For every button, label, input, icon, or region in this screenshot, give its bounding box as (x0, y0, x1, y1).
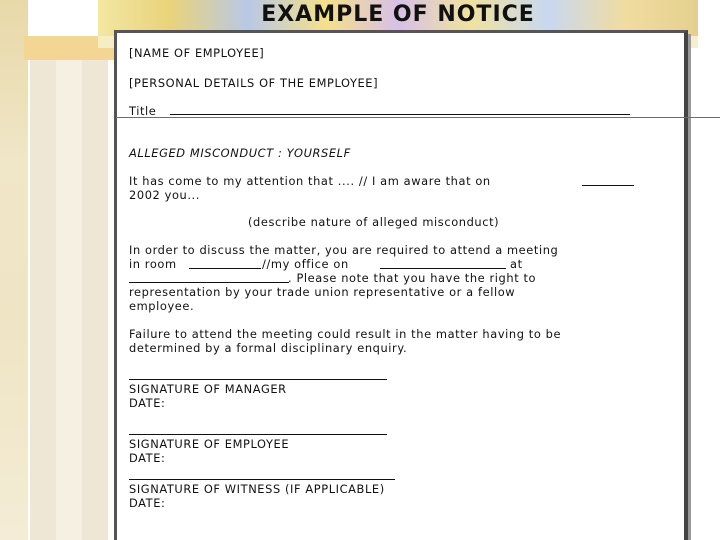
meeting-line-2b: //my office on (262, 257, 349, 271)
time-fill-line (129, 282, 289, 283)
left-decor-block-light (56, 60, 82, 540)
misconduct-heading: ALLEGED MISCONDUCT : YOURSELF (129, 146, 351, 160)
office-date-fill-line (380, 268, 506, 269)
employee-date-label: DATE: (129, 451, 166, 465)
room-fill-line (189, 268, 261, 269)
meeting-line-3: . Please note that you have the right to (288, 271, 537, 285)
witness-signature-label: SIGNATURE OF WITNESS (IF APPLICABLE) (129, 482, 385, 496)
witness-date-label: DATE: (129, 496, 166, 510)
left-decor-photo (0, 0, 28, 540)
describe-prompt: (describe nature of alleged misconduct) (248, 215, 500, 229)
meeting-line-1: In order to discuss the matter, you are required to attend a meeting (129, 243, 559, 257)
slide-divider-line (116, 117, 720, 118)
failure-line-1: Failure to attend the meeting could result in the matter having to be (129, 327, 562, 341)
employee-signature-label: SIGNATURE OF EMPLOYEE (129, 437, 290, 451)
meeting-line-4: representation by your trade union representative or a fellow (129, 285, 516, 299)
title-fill-line (170, 114, 630, 115)
failure-line-2: determined by a formal disciplinary enquiry. (129, 341, 408, 355)
intro-line-2: 2002 you... (129, 188, 201, 202)
meeting-line-2a: in room (129, 257, 177, 271)
date-fill-line (582, 185, 634, 186)
witness-signature-line (129, 479, 395, 480)
employee-details-placeholder: [PERSONAL DETAILS OF THE EMPLOYEE] (129, 76, 379, 90)
document-shadow (688, 34, 691, 540)
intro-line-1: It has come to my attention that .... // I am aware that on (129, 174, 491, 188)
employee-signature-line (129, 434, 387, 435)
title-label: Title (129, 104, 157, 118)
employee-name-placeholder: [NAME OF EMPLOYEE] (129, 46, 265, 60)
meeting-line-2c: at (510, 257, 523, 271)
manager-signature-label: SIGNATURE OF MANAGER (129, 382, 287, 396)
manager-signature-line (129, 379, 387, 380)
slide-title: EXAMPLE OF NOTICE (261, 2, 535, 27)
manager-date-label: DATE: (129, 396, 166, 410)
meeting-line-5: employee. (129, 299, 195, 313)
